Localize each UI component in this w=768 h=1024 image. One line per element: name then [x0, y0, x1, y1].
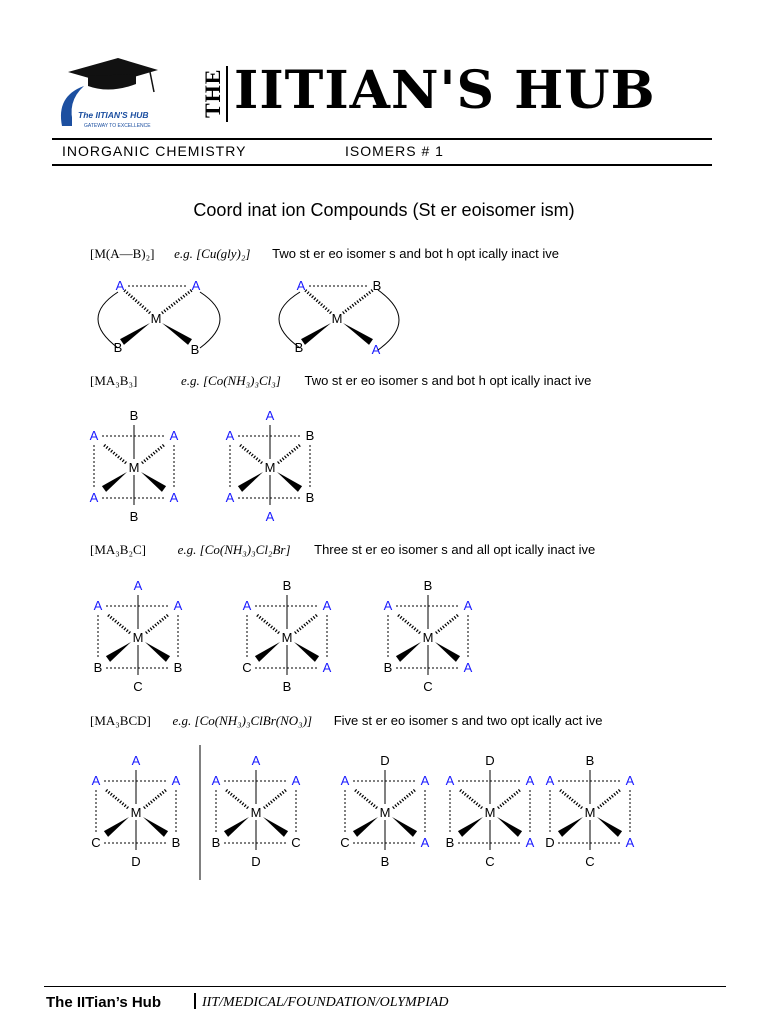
sq1-metal: M: [150, 311, 162, 326]
ma3b3-2-bond-tl: [240, 445, 262, 463]
sq2-bond-bl: [301, 323, 331, 345]
example: e.g. [Co(NH₃)₃ClBr(NO₃)]: [172, 713, 313, 728]
ma3b2c-2-metal: M: [281, 630, 293, 645]
ma3b3-2-bond-br: [277, 472, 302, 492]
ma3bcd-2-ligand-tl: A: [211, 773, 221, 788]
ma3b2c-1-ligand-bl: B: [93, 660, 103, 675]
description: Five st er eo isomer s and two opt ically act ive: [333, 713, 603, 728]
footer-brand: The IITian’s Hub: [46, 994, 162, 1011]
sq1-bond-bl: [120, 323, 150, 345]
sq2-bond-br: [343, 323, 373, 345]
ma3b3-2-ligand-top: A: [265, 408, 275, 423]
ma3b3-1-ligand-top: B: [129, 408, 139, 423]
ma3bcd-3-ligand-bl: C: [340, 835, 350, 850]
sq1-bond-tl: [124, 290, 150, 313]
example: e.g. [Cu(gly)₂]: [174, 246, 251, 261]
ma3bcd-1-bond-tl: [106, 790, 128, 808]
ma3b2c-2-ligand-bl: C: [242, 660, 252, 675]
ma3b2c-3-bond-tr: [436, 615, 458, 633]
ma3bcd-1-ligand-tl: A: [91, 773, 101, 788]
ma3b3-2-bond-bl: [238, 472, 263, 492]
ma3b2c-3-bond-tl: [398, 615, 420, 633]
ma3b2c-1-ligand-top: A: [133, 578, 143, 593]
logo-tagline: GATEWAY TO EXCELLENCE: [84, 123, 151, 129]
ma3bcd-4-bond-br: [497, 817, 522, 837]
ma3b2c-1-metal: M: [132, 630, 144, 645]
ma3b3-1-ligand-tl: A: [89, 428, 99, 443]
ma3b3-2-metal: M: [264, 460, 276, 475]
formula: [MA₃B₃]: [90, 373, 138, 388]
ma3b2c-3-ligand-tl: A: [383, 598, 393, 613]
ma3bcd-2-ligand-bl: B: [211, 835, 221, 850]
ma3b3-1-ligand-tr: A: [169, 428, 179, 443]
ma3b3-1-ligand-br: A: [169, 490, 179, 505]
ma3bcd-5-bond-tr: [598, 790, 620, 808]
ma3b2c-1-bond-bl: [106, 642, 131, 662]
ma3bcd-5-bond-tl: [560, 790, 582, 808]
ma3bcd-2-bond-tr: [264, 790, 286, 808]
ma3bcd-2-bond-tl: [226, 790, 248, 808]
ma3b2c-2-ligand-br: A: [322, 660, 332, 675]
sq1-ligand-br: B: [190, 342, 200, 357]
ma3bcd-1-ligand-bottom: D: [131, 854, 141, 869]
subject-label: INORGANIC CHEMISTRY: [62, 143, 247, 159]
ma3bcd-2-ligand-top: A: [251, 753, 261, 768]
sq1-ligand-bl: B: [113, 340, 123, 355]
ma3bcd-3-ligand-bottom: B: [380, 854, 390, 869]
ma3b2c-3-bond-br: [435, 642, 460, 662]
ma3bcd-3-bond-bl: [353, 817, 378, 837]
description: Two st er eo isomer s and bot h opt ically inact ive: [304, 373, 592, 388]
description: Three st er eo isomer s and all opt ically inact ive: [314, 542, 596, 557]
ma3bcd-4-ligand-br: A: [525, 835, 535, 850]
ma3bcd-2-bond-bl: [224, 817, 249, 837]
ma3b2c-3-bond-bl: [396, 642, 421, 662]
ma3b2c-2-bond-br: [294, 642, 319, 662]
sq1-chelate-right: [200, 292, 220, 348]
example: e.g. [Co(NH₃)₃Cl₂Br]: [177, 542, 291, 557]
ma3b2c-2-ligand-tr: A: [322, 598, 332, 613]
footer-rule: [44, 986, 726, 987]
ma3b3-2-ligand-tl: A: [225, 428, 235, 443]
ma3b2c-1-ligand-tl: A: [93, 598, 103, 613]
ma3bcd-1-bond-br: [143, 817, 168, 837]
ma3b2c-3-ligand-br: A: [463, 660, 473, 675]
ma3b2c-2-bond-tl: [257, 615, 279, 633]
sq2-ligand-tl: A: [296, 278, 306, 293]
sq2-bond-tl: [305, 290, 331, 313]
sq1-ligand-tr: A: [191, 278, 201, 293]
sq1-bond-tr: [162, 290, 192, 313]
ma3bcd-2-bond-br: [263, 817, 288, 837]
ma3bcd-3-ligand-tl: A: [340, 773, 350, 788]
ma3bcd-5-ligand-tr: A: [625, 773, 635, 788]
formula: [M(A—B)₂]: [90, 246, 155, 261]
ma3bcd-4-ligand-bottom: C: [485, 854, 495, 869]
ma3b2c-2-ligand-bottom: B: [282, 679, 292, 694]
example: e.g. [Co(NH₃)₃Cl₃]: [180, 373, 281, 388]
ma3b3-1-ligand-bottom: B: [129, 509, 139, 524]
ma3b3-2-ligand-br: B: [305, 490, 315, 505]
ma3bcd-2-ligand-tr: A: [291, 773, 301, 788]
ma3bcd-5-bond-br: [597, 817, 622, 837]
ma3b2c-1-ligand-bottom: C: [133, 679, 143, 694]
logo-name: The IITIAN'S HUB: [78, 110, 149, 120]
ma3bcd-5-metal: M: [584, 805, 596, 820]
ma3bcd-1-ligand-bl: C: [91, 835, 101, 850]
footer-tagline: IIT/MEDICAL/FOUNDATION/OLYMPIAD: [202, 995, 449, 1010]
ma3b3-2-ligand-tr: B: [305, 428, 315, 443]
ma3bcd-1-ligand-tr: A: [171, 773, 181, 788]
ma3b2c-2-ligand-top: B: [282, 578, 292, 593]
ma3b3-2-ligand-bottom: A: [265, 509, 275, 524]
footer-divider: [194, 993, 196, 1009]
ma3bcd-3-bond-tl: [355, 790, 377, 808]
ma3bcd-3-metal: M: [379, 805, 391, 820]
ma3b3-2-ligand-bl: A: [225, 490, 235, 505]
ma3bcd-2-metal: M: [250, 805, 262, 820]
ma3b2c-1-ligand-br: B: [173, 660, 183, 675]
ma3bcd-1-bond-bl: [104, 817, 129, 837]
sq2-ligand-br: A: [371, 342, 381, 357]
formula: [MA₃BCD]: [90, 713, 151, 728]
ma3bcd-4-ligand-bl: B: [445, 835, 455, 850]
ma3bcd-4-ligand-tl: A: [445, 773, 455, 788]
ma3b2c-2-bond-bl: [255, 642, 280, 662]
ma3bcd-4-bond-tr: [498, 790, 520, 808]
ma3b2c-3-ligand-bl: B: [383, 660, 393, 675]
ma3b2c-1-bond-br: [145, 642, 170, 662]
sq2-ligand-tr: B: [372, 278, 382, 293]
ma3b2c-3-ligand-bottom: C: [423, 679, 433, 694]
ma3b3-1-bond-br: [141, 472, 166, 492]
ma3bcd-3-ligand-tr: A: [420, 773, 430, 788]
ma3b2c-3-ligand-top: B: [423, 578, 433, 593]
sq2-bond-tr: [343, 290, 373, 313]
brand-prefix: THE: [200, 68, 225, 118]
ma3b3-1-metal: M: [128, 460, 140, 475]
ma3bcd-3-bond-tr: [393, 790, 415, 808]
sq1-bond-br: [162, 323, 192, 345]
ma3bcd-2-ligand-br: C: [291, 835, 301, 850]
ma3bcd-4-ligand-tr: A: [525, 773, 535, 788]
brand-title: IITIAN'S HUB: [234, 60, 656, 121]
ma3b2c-1-ligand-tr: A: [173, 598, 183, 613]
sq2-ligand-bl: B: [294, 340, 304, 355]
ma3bcd-5-ligand-bottom: C: [585, 854, 595, 869]
ma3b2c-2-ligand-tl: A: [242, 598, 252, 613]
ma3bcd-5-ligand-br: A: [625, 835, 635, 850]
ma3bcd-3-bond-br: [392, 817, 417, 837]
ma3bcd-1-ligand-top: A: [131, 753, 141, 768]
ma3b2c-1-bond-tr: [146, 615, 168, 633]
ma3b2c-3-ligand-tr: A: [463, 598, 473, 613]
ma3b2c-3-metal: M: [422, 630, 434, 645]
ma3bcd-3-ligand-top: D: [380, 753, 390, 768]
ma3b3-1-bond-bl: [102, 472, 127, 492]
ma3bcd-3-ligand-br: A: [420, 835, 430, 850]
ma3bcd-4-metal: M: [484, 805, 496, 820]
sq1-ligand-tl: A: [115, 278, 125, 293]
ma3bcd-1-ligand-br: B: [171, 835, 181, 850]
ma3b3-1-bond-tl: [104, 445, 126, 463]
ma3bcd-1-metal: M: [130, 805, 142, 820]
ma3bcd-1-bond-tr: [144, 790, 166, 808]
ma3bcd-4-ligand-top: D: [485, 753, 495, 768]
ma3b2c-2-bond-tr: [295, 615, 317, 633]
ma3bcd-5-ligand-top: B: [585, 753, 595, 768]
worksheet-label: ISOMERS # 1: [345, 143, 444, 159]
ma3b3-2-bond-tr: [278, 445, 300, 463]
ma3bcd-5-bond-bl: [558, 817, 583, 837]
ma3b2c-1-bond-tl: [108, 615, 130, 633]
ma3bcd-4-bond-tl: [460, 790, 482, 808]
sq2-chelate-right: [378, 290, 399, 350]
formula: [MA₃B₂C]: [90, 542, 147, 557]
ma3bcd-4-bond-bl: [458, 817, 483, 837]
page-title: Coord inat ion Compounds (St er eoisomer ism): [193, 200, 575, 220]
ma3bcd-5-ligand-bl: D: [545, 835, 555, 850]
ma3b3-1-bond-tr: [142, 445, 164, 463]
description: Two st er eo isomer s and bot h opt ically inact ive: [272, 246, 559, 261]
sq2-metal: M: [331, 311, 343, 326]
ma3bcd-2-ligand-bottom: D: [251, 854, 261, 869]
ma3bcd-5-ligand-tl: A: [545, 773, 555, 788]
ma3b3-1-ligand-bl: A: [89, 490, 99, 505]
